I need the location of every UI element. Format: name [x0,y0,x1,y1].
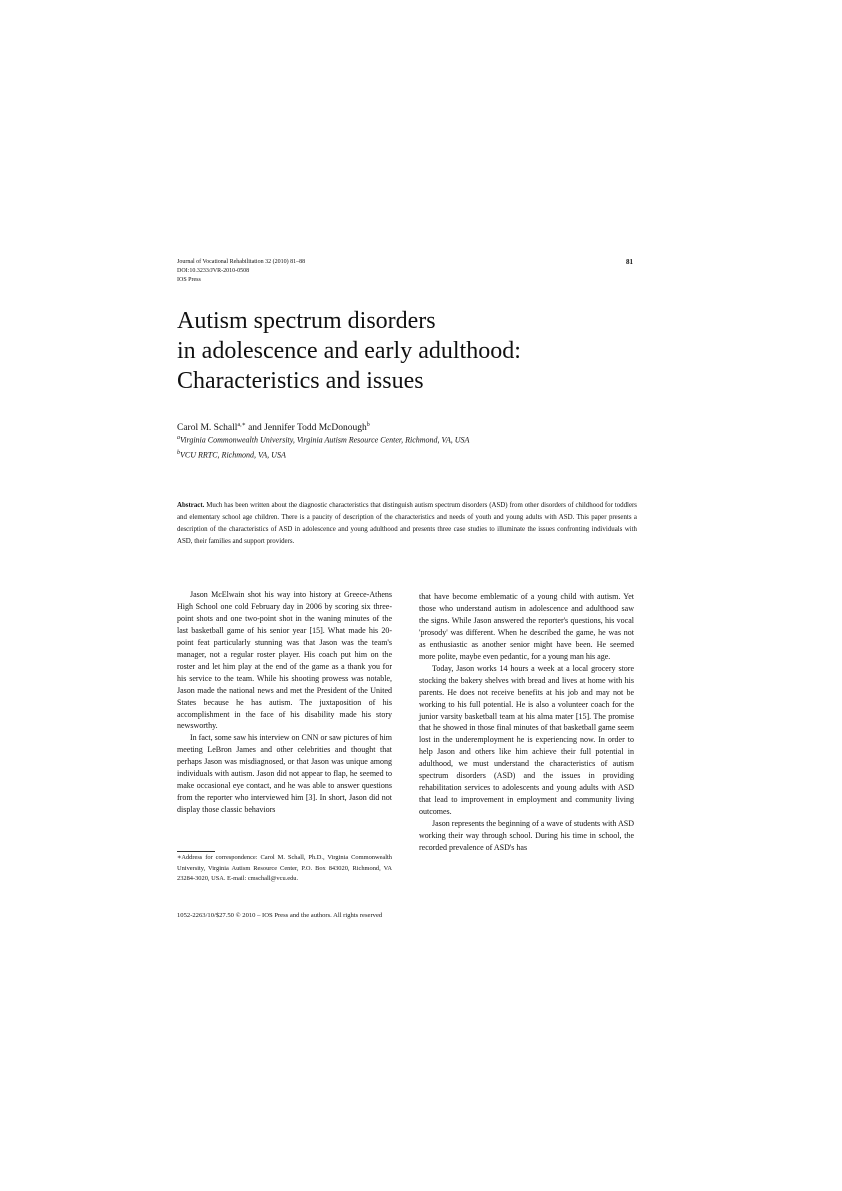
footnote-rule [177,851,215,852]
title-line: Autism spectrum disorders [177,308,436,334]
correspondence-footnote: ∗Address for correspondence: Carol M. Schall, Ph.D., Virginia Commonwealth University, Virginia Autism Resource Center, P.O. Box 843020, Richmond, VA 23284-3020, USA. E-mail: cmschall@vcu.edu. [177,854,392,882]
paragraph: that have become emblematic of a young child with autism. Yet those who understand autism in adolescence and adulthood saw the signs. While Jason answered the reporter's questions, his vocal 'prosody' was different. When he described the game, he was not as enthusiastic as another senior might have been. He seemed more polite, maybe even pedantic, for a young man his age. [419,592,634,661]
affiliation [177,447,469,462]
author-affiliation-mark: a,∗ [237,422,246,428]
author-conjunction: and [245,423,265,434]
journal-citation: Journal of Vocational Rehabilitation 32 (2010) 81–88 [177,259,306,265]
affiliation [177,432,469,447]
running-header [177,258,305,285]
affiliation-mark: a [177,435,180,441]
affiliations [177,432,469,461]
paragraph: Today, Jason works 14 hours a week at a local grocery store stocking the bakery shelves with bread and lives at home with his parents. He does not receive benefits at his job and may not be working to his full potential. He is also a volunteer coach for the junior varsity basketball team at his alma mater [15]. The promise that he showed in those final minutes of that basketball game seem lost in the underemployment he is experiencing now. In order to help Jason and others like him achieve their full potential in adulthood, we must understand the characteristics of autism spectrum disorders (ASD) and the issues in providing rehabilitation services to adolescents and young adults with ASD that lead to improvement in employment and community living outcomes. [419,663,634,817]
copyright-footer: 1052-2263/10/$27.50 © 2010 – IOS Press and the authors. All rights reserved [177,912,383,919]
body-column-right [419,591,634,854]
abstract [177,500,637,548]
paragraph: Jason McElwain shot his way into history at Greece-Athens High School one cold February day in 2006 by scoring six three-point shots and one two-point shot in the waning minutes of the last basketball game of his senior year [15]. What made his 20-point feat particularly stunning was that Jason was the team's manager, not a regular roster player. His coach put him on the roster and let him play at the end of the game as a thank you for his service to the team. While his shooting prowess was notable, Jason made the national news and met the President of the United States because he has autism. The juxtaposition of his accomplishment in the face of his disability made his story newsworthy. [177,590,392,731]
publisher: IOS Press [177,277,201,283]
page-number: 81 [626,258,633,266]
abstract-text: Much has been written about the diagnostic characteristics that distinguish autism spectrum disorders (ASD) from other disorders of childhood for toddlers and elementary school age children. There is a paucity of description of the characteristics and needs of youth and young adults with ASD. This paper presents a description of the characteristics of ASD in adolescence and young adulthood and presents three case studies to illuminate the issues confronting individuals with ASD, their families and support providers. [177,502,637,545]
affiliation-text: Virginia Commonwealth University, Virginia Autism Resource Center, Richmond, VA, USA [180,435,470,445]
paper-title [177,306,637,396]
doi: DOI:10.3233/JVR-2010-0508 [177,268,250,274]
paragraph: In fact, some saw his interview on CNN or saw pictures of him meeting LeBron James and other celebrities and thought that perhaps Jason was misdiagnosed, or that Jason was unique among individuals with autism. Jason did not appear to flap, he seemed to make occasional eye contact, and he was able to answer questions from the reporter who interviewed him [3]. In short, Jason did not display those classic behaviors [177,733,392,815]
title-line: in adolescence and early adulthood: [177,338,521,364]
author-name: Carol M. Schall [177,423,238,434]
affiliation-mark: b [177,449,180,456]
title-line: Characteristics and issues [177,368,424,394]
abstract-label: Abstract. [177,502,205,509]
paragraph: Jason represents the beginning of a wave of students with ASD working their way through school. During his time in school, the recorded prevalence of ASD's has [419,819,634,853]
body-column-left [177,589,392,816]
author-name: Jennifer Todd McDonough [264,423,367,434]
author-affiliation-mark: b [366,422,370,428]
affiliation-text: VCU RRTC, Richmond, VA, USA [180,450,286,460]
